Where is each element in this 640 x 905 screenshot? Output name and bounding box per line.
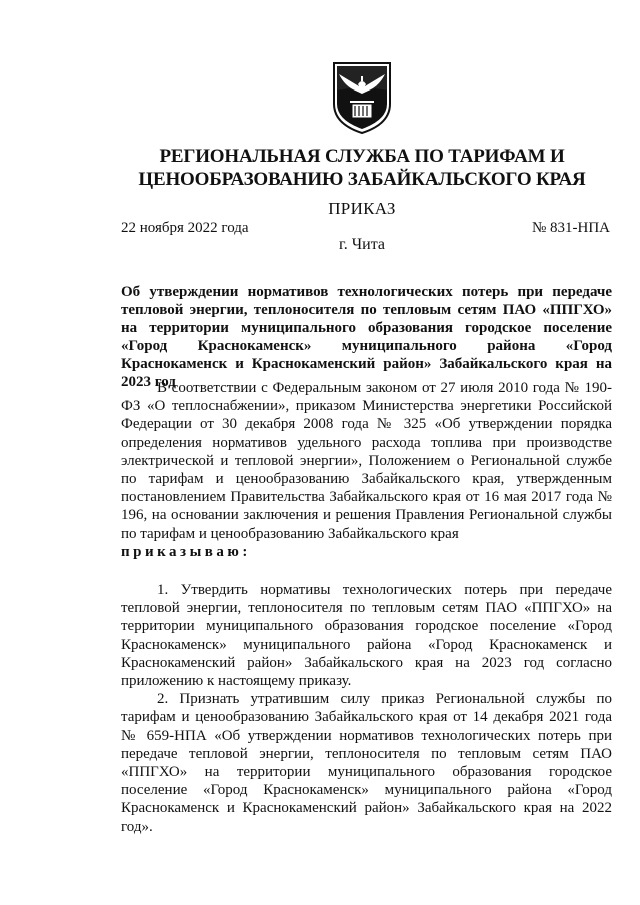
organization-name-line2: ЦЕНООБРАЗОВАНИЮ ЗАБАЙКАЛЬСКОГО КРАЯ	[138, 169, 586, 190]
document-type: ПРИКАЗ	[328, 199, 396, 218]
coat-of-arms-emblem	[331, 60, 393, 136]
document-date: 22 ноября 2022 года	[121, 220, 249, 236]
order-word: приказываю:	[121, 543, 251, 560]
order-item-1: 1. Утвердить нормативы технологических потерь при передаче тепловой энергии, теплоносителя по тепловым сетям ПАО «ППГХО» на территории муниципального образования городское поселение «Город Краснокаменск» муниципального района «Город Краснокаменск и Краснокаменский район» Забайкальского края на 2023 год согласно приложению к настоящему приказу.	[121, 582, 612, 690]
document-title: Об утверждении нормативов технологических потерь при передаче тепловой энергии, теплоносителя по тепловым сетям ПАО «ППГХО» на территории муниципального образования городское поселение «Город Краснокаменск» муниципального района «Город Краснокаменск и Краснокаменский район» Забайкальского края на 2023 год	[121, 284, 612, 390]
organization-name-line1: РЕГИОНАЛЬНАЯ СЛУЖБА ПО ТАРИФАМ И	[159, 146, 565, 167]
document-city: г. Чита	[338, 236, 385, 253]
document-body	[121, 379, 612, 836]
organization-name	[100, 145, 624, 191]
document-number: № 831-НПА	[531, 220, 610, 236]
order-item-2: 2. Признать утратившим силу приказ Региональной службы по тарифам и ценообразованию Забайкальского края от 14 декабря 2021 года № 659-НПА «Об утверждении нормативов технологических потерь при передаче тепловой энергии, теплоносителя по тепловым сетям ПАО «ППГХО» на территории муниципального образования городское поселение «Город Краснокаменск» муниципального района «Город Краснокаменск и Краснокаменский район» Забайкальского края на 2022 год».	[121, 691, 612, 835]
intro-paragraph: В соответствии с Федеральным законом от 27 июля 2010 года № 190-ФЗ «О теплоснабжении», приказом Министерства энергетики Российской Федерации от 30 декабря 2008 года № 325 «Об утверждении порядка определения нормативов удельного расхода топлива при производстве электрической и тепловой энергии», Положением о Региональной службе по тарифам и ценообразованию Забайкальского края, утвержденным постановлением Правительства Забайкальского края от 16 мая 2017 года № 196, на основании заключения и решения Правления Региональной службы по тарифам и ценообразованию Забайкальского края	[121, 380, 612, 542]
